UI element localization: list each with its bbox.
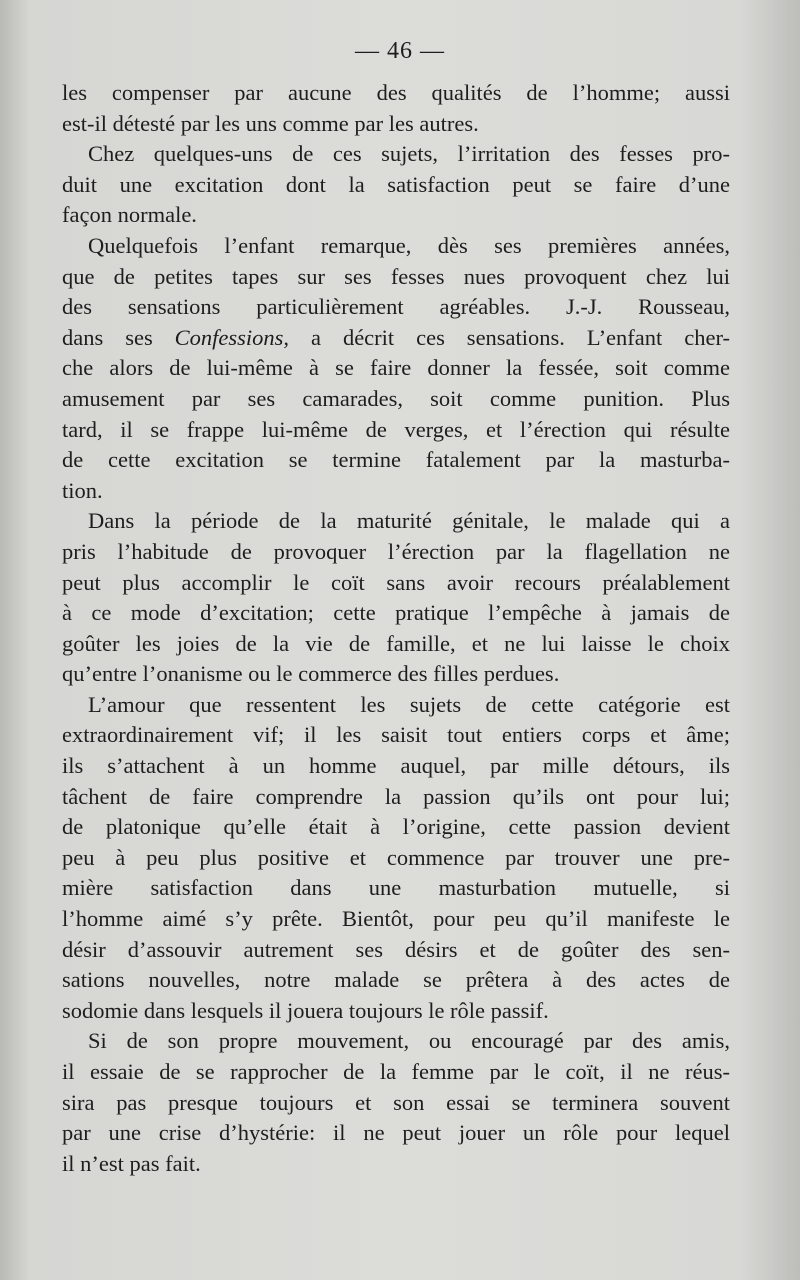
text-line: est-il détesté par les uns comme par les autres. [62,110,479,136]
text-line: de platonique qu’elle était à l’origine, cette passion devient [62,814,730,840]
text-line: sira pas presque toujours et son essai se terminera souvent [62,1089,730,1115]
text-line: tâchent de faire comprendre la passion qu’ils ont pour lui; [62,783,730,809]
text-line: l’homme aimé s’y prête. Bientôt, pour peu qu’il manifeste le [62,906,730,932]
text-line: Dans la période de la maturité génitale, le malade qui a [88,508,730,534]
text-line: désir d’assouvir autrement ses désirs et de goûter des sen- [62,936,730,962]
text-line: par une crise d’hystérie: il ne peut jouer un rôle pour lequel [62,1120,730,1146]
text-line: peu à peu plus positive et commence par trouver une pre- [62,844,730,870]
text-line: sodomie dans lesquels il jouera toujours le rôle passif. [62,997,549,1023]
text-line: L’amour que ressentent les sujets de cette catégorie est [88,691,730,717]
text-line: à ce mode d’excitation; cette pratique l’empêche à jamais de [62,600,730,626]
text-line: façon normale. [62,202,197,228]
text-line: Quelquefois l’enfant remarque, dès ses premières années, [88,232,730,258]
text-line: extraordinairement vif; il les saisit tout entiers corps et âme; [62,722,730,748]
text-line: dans ses Confessions, a décrit ces sensations. L’enfant cher- [62,324,730,350]
text-line: sations nouvelles, notre malade se prêtera à des actes de [62,967,730,993]
text-line: des sensations particulièrement agréables. J.-J. Rousseau, [62,294,730,320]
text-line: qu’entre l’onanisme ou le commerce des filles perdues. [62,661,560,687]
text-line: duit une excitation dont la satisfaction peut se faire d’une [62,171,730,197]
text-line: mière satisfaction dans une masturbation mutuelle, si [62,875,730,901]
text-line: que de petites tapes sur ses fesses nues provoquent chez lui [62,263,730,289]
text-line: de cette excitation se termine fatalement par la masturba- [62,447,730,473]
body-text [62,78,730,1179]
text-line: tard, il se frappe lui-même de verges, et l’érection qui résulte [62,416,730,442]
text-line: peut plus accomplir le coït sans avoir recours préalablement [62,569,730,595]
text-line: tion. [62,477,103,503]
text-line: il n’est pas fait. [62,1150,201,1176]
text-line: il essaie de se rapprocher de la femme par le coït, il ne réus- [62,1059,730,1084]
page-number: — 46 — [355,38,445,64]
text-line: les compenser par aucune des qualités de l’homme; aussi [62,80,730,105]
text-line: amusement par ses camarades, soit comme punition. Plus [62,385,730,411]
text-line: Si de son propre mouvement, ou encouragé par des amis, [88,1028,730,1054]
text-line: Chez quelques-uns de ces sujets, l’irritation des fesses pro- [88,141,730,167]
text-line: goûter les joies de la vie de famille, et ne lui laisse le choix [62,630,730,656]
text-line: che alors de lui-même à se faire donner la fessée, soit comme [62,355,730,381]
text-line: pris l’habitude de provoquer l’érection par la flagellation ne [62,538,730,564]
text-line: ils s’attachent à un homme auquel, par mille détours, ils [62,753,730,779]
